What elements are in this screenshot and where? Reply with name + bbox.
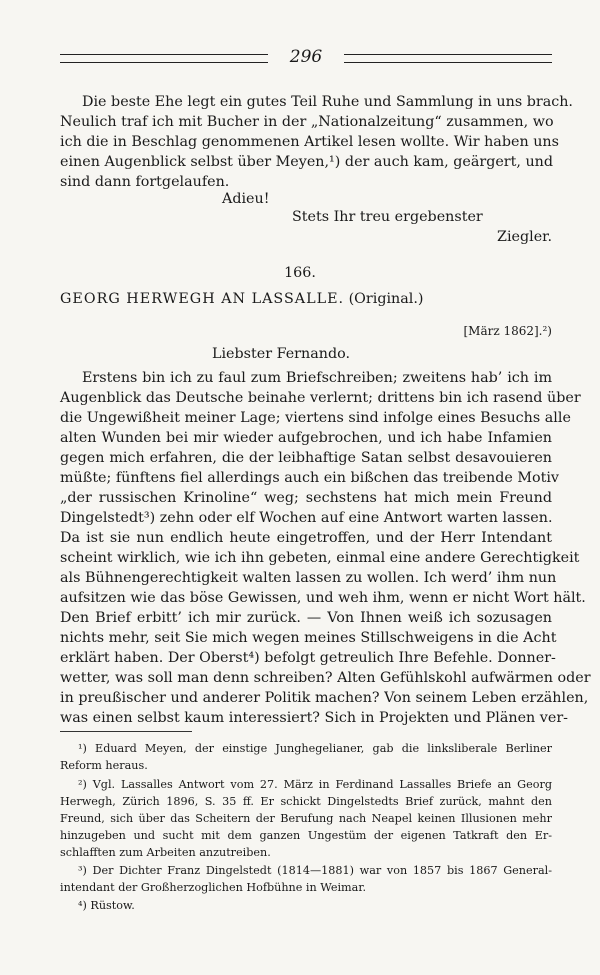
letter-date: [März 1862].²) bbox=[463, 324, 552, 338]
salutation: Liebster Fernando. bbox=[211, 346, 351, 362]
prev-letter-line: sind dann fortgelaufen. bbox=[60, 174, 230, 190]
body-line: wetter, was soll man denn schreiben? Alten Gefühlskohl aufwärmen oder bbox=[60, 670, 591, 686]
footnote-line: ²) Vgl. Lassalles Antwort vom 27. März in Ferdinand Lassalles Briefe an Georg bbox=[78, 778, 552, 791]
body-line: als Bühnengerechtigkeit walten lassen zu wollen. Ich werd’ ihm nun bbox=[60, 570, 557, 586]
footnote-line: ³) Der Dichter Franz Dingelstedt (1814—1881) war von 1857 bis 1867 General- bbox=[78, 864, 552, 877]
prev-letter-line: einen Augenblick selbst über Meyen,¹) der auch kam, geärgert, und bbox=[60, 154, 554, 170]
farewell: Adieu! bbox=[222, 191, 270, 207]
footnote-line: ¹) Eduard Meyen, der einstige Junghegelianer, gab die linksliberale Berliner bbox=[78, 742, 552, 755]
page-number: 296 bbox=[289, 47, 323, 67]
footnote-line: ⁴) Rüstow. bbox=[78, 899, 135, 912]
body-line: aufsitzen wie das böse Gewissen, und weh ihm, wenn er nicht Wort hält. bbox=[60, 590, 586, 606]
body-line: gegen mich erfahren, die der leibhaftige Satan selbst desavouieren bbox=[60, 450, 552, 466]
footnote-line: Herwegh, Zürich 1896, S. 35 ff. Er schickt Dingelstedts Brief zurück, mahnt den bbox=[60, 795, 552, 808]
page-header bbox=[60, 46, 552, 74]
prev-letter-line: Neulich traf ich mit Bucher in der „Nationalzeitung“ zusammen, wo bbox=[60, 114, 554, 130]
body-line: Augenblick das Deutsche beinahe verlernt; drittens bin ich rasend über bbox=[60, 390, 581, 406]
body-line: Erstens bin ich zu faul zum Briefschreiben; zweitens hab’ ich im bbox=[82, 370, 552, 386]
body-line: Dingelstedt³) zehn oder elf Wochen auf eine Antwort warten lassen. bbox=[60, 510, 553, 526]
prev-letter-line: ich die in Beschlag genommenen Artikel lesen wollte. Wir haben uns bbox=[60, 134, 559, 150]
footnote-line: Reform heraus. bbox=[60, 759, 148, 772]
body-line: die Ungewißheit meiner Lage; viertens sind infolge eines Besuchs alle bbox=[60, 410, 571, 426]
body-line: „der russischen Krinoline“ weg; sechstens hat mich mein Freund bbox=[60, 490, 552, 506]
prev-letter-line: Die beste Ehe legt ein gutes Teil Ruhe und Sammlung in uns brach. bbox=[82, 94, 573, 110]
body-line: in preußischer und anderer Politik machen? Von seinem Leben erzählen, bbox=[60, 690, 589, 706]
body-line: müßte; fünftens fiel allerdings auch ein bißchen das treibende Motiv bbox=[60, 470, 559, 486]
body-line: erklärt haben. Der Oberst⁴) befolgt getreulich Ihre Befehle. Donner- bbox=[60, 650, 556, 666]
footnote-line: Freund, sich über das Scheitern der Berufung nach Neapel keinen Illusionen mehr bbox=[60, 812, 552, 825]
body-line: nichts mehr, seit Sie mich wegen meines Stillschweigens in die Acht bbox=[60, 630, 557, 646]
letter-heading bbox=[60, 289, 423, 309]
body-line: scheint wirklich, wie ich ihn gebeten, einmal eine andere Gerechtigkeit bbox=[60, 550, 580, 566]
footnote-line: schlafften zum Arbeiten anzutreiben. bbox=[60, 846, 271, 859]
footnote-line: hinzugeben und sucht mit dem ganzen Ungestüm der eigenen Tatkraft den Er- bbox=[60, 829, 552, 842]
letter-heading-title: GEORG HERWEGH AN LASSALLE. bbox=[60, 291, 345, 307]
body-line: was einen selbst kaum interessiert? Sich in Projekten und Plänen ver- bbox=[60, 710, 569, 726]
footnote-line: intendant der Großherzoglichen Hofbühne in Weimar. bbox=[60, 881, 367, 894]
letter-heading-note: (Original.) bbox=[348, 291, 424, 307]
body-line: Den Brief erbitt’ ich mir zurück. — Von Ihnen weiß ich sozusagen bbox=[60, 610, 552, 626]
closing: Stets Ihr treu ergebenster bbox=[292, 209, 483, 225]
header-rule-right bbox=[344, 54, 552, 63]
body-line: alten Wunden bei mir wieder aufgebrochen, und ich habe Infamien bbox=[60, 430, 552, 446]
body-line: Da ist sie nun endlich heute eingetroffen, und der Herr Intendant bbox=[60, 530, 552, 546]
footnote-divider bbox=[60, 731, 192, 732]
signature: Ziegler. bbox=[497, 229, 552, 245]
letter-number: 166. bbox=[284, 265, 316, 281]
